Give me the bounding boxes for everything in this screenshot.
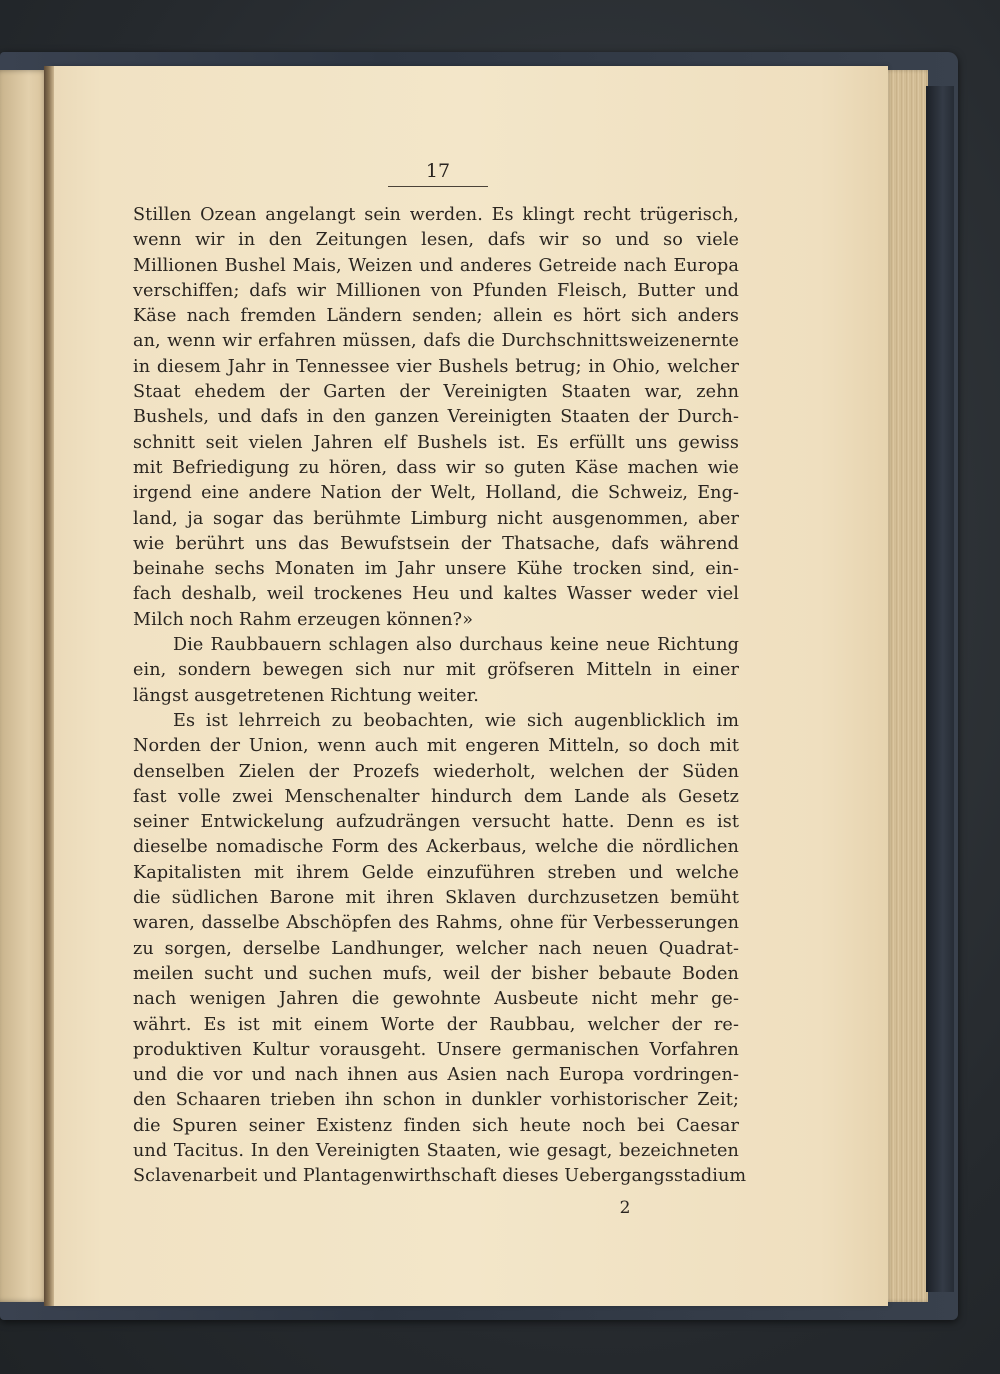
body-text: [133, 203, 747, 1190]
text-line: die Spuren seiner Existenz finden sich heute noch bei Caesar: [133, 1115, 739, 1136]
text-line: Millionen Bushel Mais, Weizen und anderes Getreide nach Europa: [133, 255, 739, 276]
text-line: den Schaaren trieben ihn schon in dunkler vorhistorischer Zeit;: [133, 1090, 739, 1111]
text-line: währt. Es ist mit einem Worte der Raubbau, welcher der re-: [133, 1014, 739, 1035]
text-line: in diesem Jahr in Tennessee vier Bushels betrug; in Ohio, welcher: [133, 356, 739, 377]
cover-right-edge: [926, 86, 954, 1292]
text-line: schnitt seit vielen Jahren elf Bushels ist. Es erfüllt uns gewiss: [133, 432, 739, 453]
text-line: land, ja sogar das berühmte Limburg nicht ausgenommen, aber: [133, 508, 739, 529]
text-line: wie berührt uns das Bewufstsein der Thatsache, dafs während: [133, 533, 739, 554]
text-line: beinahe sechs Monaten im Jahr unsere Kühe trocken sind, ein-: [133, 559, 739, 580]
text-line: nach wenigen Jahren die gewohnte Ausbeute nicht mehr ge-: [133, 989, 739, 1010]
text-line: die südlichen Barone mit ihren Sklaven durchzusetzen bemüht: [133, 888, 739, 909]
text-line: und die vor und nach ihnen aus Asien nach Europa vordringen-: [133, 1065, 739, 1086]
text-line: Staat ehedem der Garten der Vereinigten Staaten war, zehn: [133, 382, 739, 403]
book-gutter: [44, 66, 54, 1306]
text-line: mit Befriedigung zu hören, dass wir so guten Käse machen wie: [133, 457, 739, 478]
text-line: waren, dasselbe Abschöpfen des Rahms, ohne für Verbesserungen: [133, 913, 739, 934]
text-line: Kapitalisten mit ihrem Gelde einzuführen streben und welche: [133, 862, 739, 883]
text-line: und Tacitus. In den Vereinigten Staaten, wie gesagt, bezeichneten: [133, 1140, 739, 1161]
signature-mark: 2: [619, 1198, 631, 1218]
left-page-edge: [0, 70, 48, 1302]
text-line: produktiven Kultur vorausgeht. Unsere germanischen Vorfahren: [133, 1039, 739, 1060]
text-line: Käse nach fremden Ländern senden; allein es hört sich anders: [133, 306, 739, 327]
text-line: an, wenn wir erfahren müssen, dafs die Durchschnittsweizenernte: [133, 331, 739, 352]
text-line: dieselbe nomadische Form des Ackerbaus, welche die nördlichen: [133, 837, 739, 858]
text-line: fach deshalb, weil trockenes Heu und kaltes Wasser weder viel: [133, 584, 739, 605]
text-line: zu sorgen, derselbe Landhunger, welcher nach neuen Quadrat-: [133, 938, 739, 959]
text-line: Milch noch Rahm erzeugen können?»: [133, 609, 474, 630]
text-line: Stillen Ozean angelangt sein werden. Es klingt recht trügerisch,: [133, 205, 739, 225]
text-line: ein, sondern bewegen sich nur mit gröfseren Mitteln in einer: [133, 660, 739, 681]
text-line: denselben Zielen der Prozefs wiederholt, welchen der Süden: [133, 761, 739, 782]
text-line: fast volle zwei Menschenalter hindurch dem Lande als Gesetz: [133, 786, 739, 807]
text-line: Sclavenarbeit und Plantagenwirthschaft dieses Uebergangsstadium: [133, 1166, 747, 1187]
text-line: Die Raubbauern schlagen also durchaus keine neue Richtung: [173, 635, 739, 656]
text-line: längst ausgetretenen Richtung weiter.: [133, 685, 479, 706]
text-line: irgend eine andere Nation der Welt, Holland, die Schweiz, Eng-: [133, 483, 739, 504]
text-line: seiner Entwickelung aufzudrängen versucht hatte. Denn es ist: [133, 812, 739, 833]
text-line: meilen sucht und suchen mufs, weil der bisher bebaute Boden: [133, 963, 739, 984]
text-line: verschiffen; dafs wir Millionen von Pfunden Fleisch, Butter und: [133, 280, 739, 301]
text-line: Norden der Union, wenn auch mit engeren Mitteln, so doch mit: [133, 736, 739, 757]
text-line: wenn wir in den Zeitungen lesen, dafs wir so und so viele: [133, 230, 739, 251]
page-number: 17: [425, 160, 451, 182]
header-rule: [388, 186, 488, 187]
text-line: Bushels, und dafs in den ganzen Vereinigten Staaten der Durch-: [133, 407, 739, 428]
text-line: Es ist lehrreich zu beobachten, wie sich augenblicklich im: [173, 710, 739, 731]
